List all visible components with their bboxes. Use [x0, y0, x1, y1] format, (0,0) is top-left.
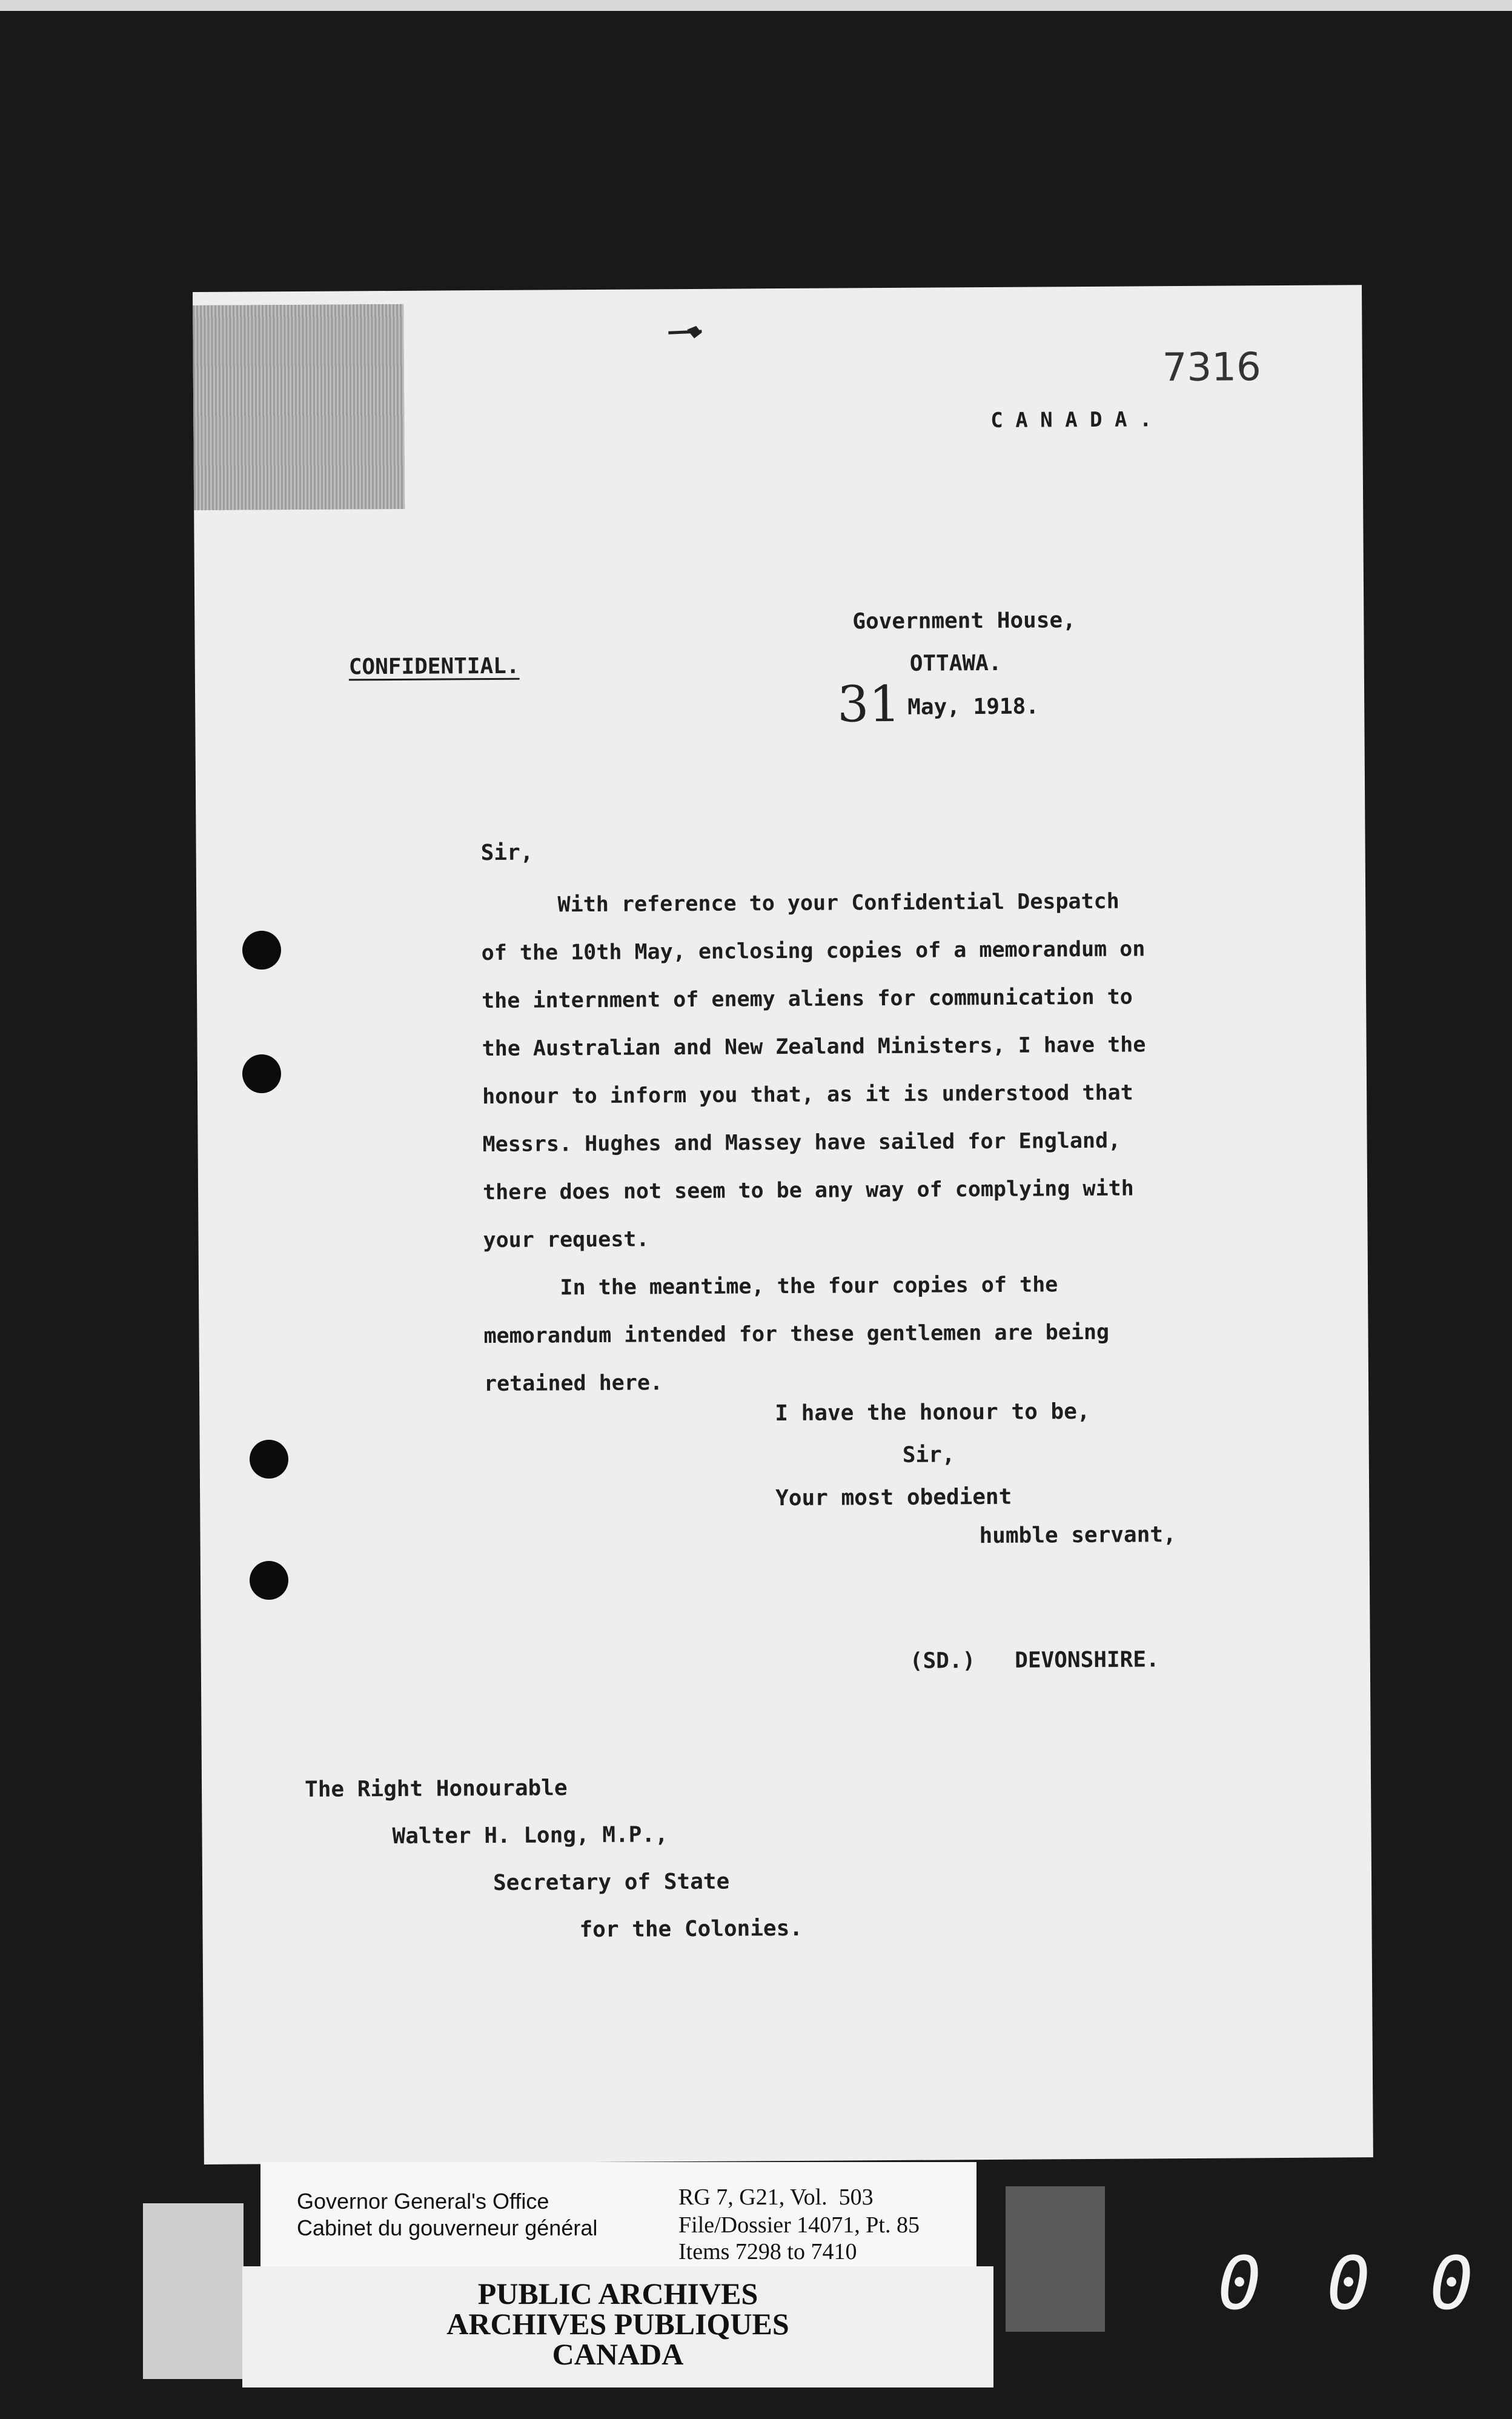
body-line: Messrs. Hughes and Massey have sailed for England, [482, 1128, 1121, 1157]
reference-line-2: File/Dossier 14071, Pt. 85 [678, 2212, 920, 2238]
punch-hole [250, 1561, 288, 1600]
addressee-line-4: for the Colonies. [579, 1915, 803, 1943]
confidential-heading: CONFIDENTIAL. [348, 653, 520, 680]
archive-reference-card [260, 2162, 976, 2266]
archives-banner [242, 2266, 993, 2387]
archives-line-2: ARCHIVES PUBLIQUES [446, 2307, 789, 2341]
office-french: Cabinet du gouverneur général [297, 2215, 598, 2240]
frame-counter-digit: 0 [1327, 2242, 1371, 2326]
country-heading: C A N A D A . [990, 407, 1152, 433]
paper-clip-mark [665, 319, 738, 344]
letter-page [193, 285, 1373, 2164]
reference-line-3: Items 7298 to 7410 [678, 2239, 857, 2264]
reference-line-1: RG 7, G21, Vol. 503 [678, 2184, 874, 2210]
closing-line-3: Your most obedient [775, 1484, 1012, 1511]
film-strip-left [143, 2203, 244, 2379]
archives-line-1: PUBLIC ARCHIVES [477, 2277, 758, 2311]
archives-line-3: CANADA [552, 2337, 684, 2371]
body-line: honour to inform you that, as it is understood that [482, 1080, 1133, 1110]
salutation: Sir, [480, 840, 534, 866]
corner-stamp [193, 304, 405, 510]
addressee-line-2: Walter H. Long, M.P., [392, 1822, 668, 1849]
addressee-line-1: The Right Honourable [304, 1775, 568, 1802]
body-line: retained here. [483, 1371, 663, 1397]
closing-line-4: humble servant, [979, 1522, 1176, 1549]
body-line: In the meantime, the four copies of the [483, 1273, 1058, 1301]
office-english: Governor General's Office [297, 2189, 549, 2214]
handwritten-date: 31 [837, 675, 901, 734]
punch-hole [242, 931, 281, 970]
frame-counter-digit: 0 [1218, 2242, 1262, 2326]
film-strip-right [1006, 2186, 1105, 2332]
typed-date: May, 1918. [907, 694, 1040, 720]
body-line: of the 10th May, enclosing copies of a memorandum on [481, 937, 1146, 966]
closing-line-1: I have the honour to be, [775, 1399, 1090, 1426]
body-line: With reference to your Confidential Despatch [481, 889, 1119, 918]
punch-hole [242, 1054, 281, 1093]
signature: (SD.) DEVONSHIRE. [909, 1647, 1159, 1674]
address-line-1: Government House, [852, 608, 1076, 634]
frame-counter-digit: 0 [1430, 2242, 1474, 2326]
body-line: your request. [483, 1227, 649, 1253]
body-line: memorandum intended for these gentlemen are being [483, 1320, 1110, 1349]
punch-hole [250, 1440, 288, 1479]
addressee-line-3: Secretary of State [492, 1869, 730, 1896]
address-line-2: OTTAWA. [909, 650, 1002, 676]
body-line: the internment of enemy aliens for communication to [482, 985, 1133, 1014]
body-line: the Australian and New Zealand Ministers, I have the [482, 1033, 1146, 1062]
film-frame-edge [0, 0, 1512, 11]
closing-line-2: Sir, [902, 1442, 955, 1468]
body-line: there does not seem to be any way of complying with [482, 1176, 1134, 1205]
reference-number: 7316 [1162, 345, 1261, 391]
